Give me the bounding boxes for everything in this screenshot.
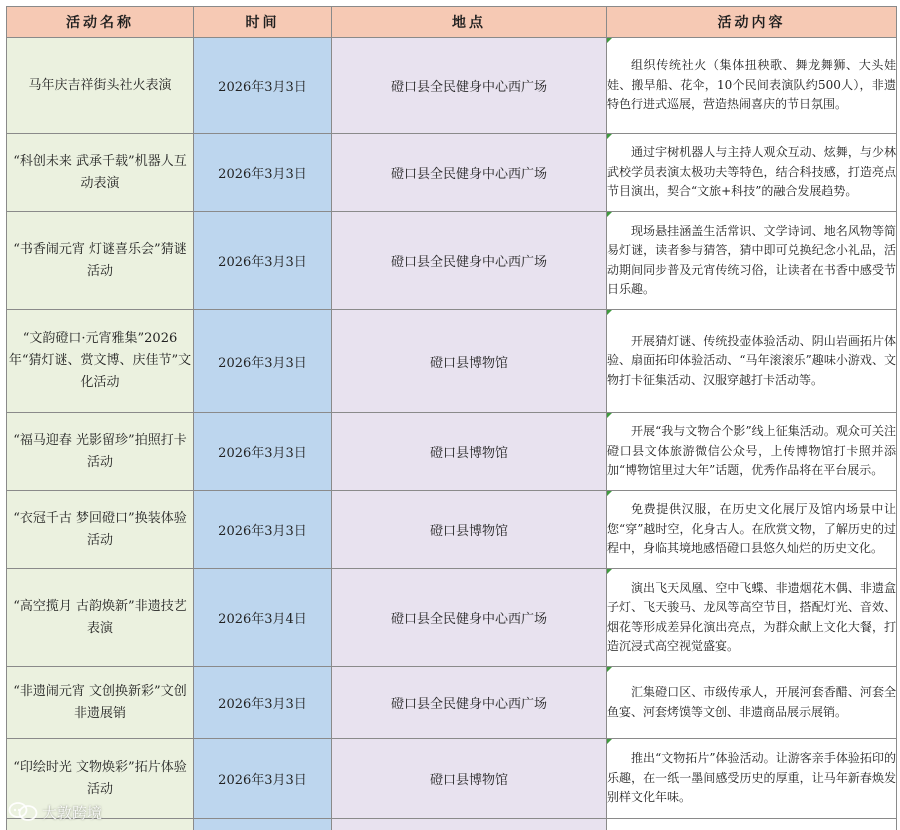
content-text: 演出飞天凤凰、空中飞蝶、非遗烟花木偶、非遗盒子灯、飞天骏马、龙凤等高空节目，搭配灯光、音效、烟花等形成差异化演出亮点，为群众献上文化大餐，打造沉浸式高空视觉盛宴。 <box>607 580 896 653</box>
content-text: 免费提供汉服，在历史文化展厅及馆内场景中让您“穿”越时空，化身古人。在欣赏文物，了解历史的过程中，身临其境地感悟磴口县悠久灿烂的历史文化。 <box>607 502 896 556</box>
table-row <box>7 569 897 667</box>
content-cell <box>607 819 897 830</box>
header-time: 时间 <box>194 7 332 38</box>
cell-corner-marker <box>607 134 612 139</box>
cell-corner-marker <box>607 413 612 418</box>
time-cell: 2026年3月3日 <box>194 38 332 134</box>
cell-corner-marker <box>607 38 612 43</box>
place-cell: 磴口县全民健身中心西广场 <box>332 667 607 739</box>
activity-name-cell: “科创未来 武承千载”机器人互动表演 <box>7 134 194 212</box>
table-row <box>7 819 897 830</box>
activity-name-cell: “福马迎春 光影留珍”拍照打卡活动 <box>7 413 194 491</box>
table-row <box>7 134 897 212</box>
content-cell <box>607 310 897 413</box>
place-cell: 磴口县全民健身中心西广场 <box>332 38 607 134</box>
watermark-text: 大敦跨境 <box>42 803 103 822</box>
time-cell: 2026年3月3日 <box>194 413 332 491</box>
activity-schedule-table <box>6 6 897 830</box>
time-cell <box>194 819 332 830</box>
activity-name-cell: “印绘时光 文物焕彩”拓片体验活动 <box>7 739 194 819</box>
content-text: 通过宇树机器人与主持人观众互动、炫舞，与少林武校学员表演太极功夫等特色，结合科技感，打造亮点节目演出，契合“文旅+科技”的融合发展趋势。 <box>607 145 896 199</box>
table-row <box>7 667 897 739</box>
header-row <box>7 7 897 38</box>
content-text: 现场悬挂涵盖生活常识、文学诗词、地名风物等简易灯谜，读者参与猜答，猜中即可兑换纪念小礼品，活动期间同步普及元宵传统习俗，让读者在书香中感受节日乐趣。 <box>607 223 896 296</box>
table-row <box>7 491 897 569</box>
content-text: 开展猜灯谜、传统投壶体验活动、阴山岩画拓片体验、扇面拓印体验活动、“马年滚滚乐”趣味小游戏、文物打卡征集活动、汉服穿越打卡活动等。 <box>607 333 896 387</box>
activity-name-cell: “衣冠千古 梦回磴口”换装体验活动 <box>7 491 194 569</box>
content-text: 开展“我与文物合个影”线上征集活动。观众可关注磴口县文体旅游微信公众号，上传博物馆打卡照并添加“博物馆里过大年”话题，优秀作品将在平台展示。 <box>607 424 896 478</box>
cell-corner-marker <box>607 212 612 217</box>
chat-bubble-logo-icon <box>8 801 38 823</box>
time-cell: 2026年3月3日 <box>194 310 332 413</box>
content-cell <box>607 739 897 819</box>
table-row <box>7 38 897 134</box>
place-cell <box>332 819 607 830</box>
activity-name-cell: “非遗闹元宵 文创换新彩”文创非遗展销 <box>7 667 194 739</box>
place-cell: 磴口县博物馆 <box>332 413 607 491</box>
content-cell <box>607 491 897 569</box>
time-cell: 2026年3月3日 <box>194 212 332 310</box>
cell-corner-marker <box>607 667 612 672</box>
cell-corner-marker <box>607 739 612 744</box>
content-text: 推出“文物拓片”体验活动。让游客亲手体验拓印的乐趣，在一纸一墨间感受历史的厚重，让马年新春焕发别样文化年味。 <box>607 751 896 805</box>
cell-corner-marker <box>607 310 612 315</box>
header-content: 活动内容 <box>607 7 897 38</box>
header-place: 地点 <box>332 7 607 38</box>
activity-name-cell: “文韵磴口·元宵雅集”2026年“猜灯谜、赏文博、庆佳节”文化活动 <box>7 310 194 413</box>
time-cell: 2026年3月4日 <box>194 569 332 667</box>
place-cell: 磴口县全民健身中心西广场 <box>332 569 607 667</box>
table-row <box>7 212 897 310</box>
place-cell: 磴口县全民健身中心西广场 <box>332 134 607 212</box>
place-cell: 磴口县博物馆 <box>332 310 607 413</box>
place-cell: 磴口县博物馆 <box>332 739 607 819</box>
time-cell: 2026年3月3日 <box>194 134 332 212</box>
time-cell: 2026年3月3日 <box>194 491 332 569</box>
time-cell: 2026年3月3日 <box>194 667 332 739</box>
table-row <box>7 739 897 819</box>
table-row <box>7 310 897 413</box>
place-cell: 磴口县博物馆 <box>332 491 607 569</box>
content-cell <box>607 569 897 667</box>
place-cell: 磴口县全民健身中心西广场 <box>332 212 607 310</box>
watermark <box>8 800 102 824</box>
cell-corner-marker <box>607 569 612 574</box>
content-cell <box>607 667 897 739</box>
content-text: 汇集磴口区、市级传承人，开展河套香醋、河套全鱼宴、河套烤馍等文创、非遗商品展示展销。 <box>607 685 896 719</box>
header-activity-name: 活动名称 <box>7 7 194 38</box>
activity-name-cell: 马年庆吉祥街头社火表演 <box>7 38 194 134</box>
activity-name-cell: “书香闹元宵 灯谜喜乐会”猜谜活动 <box>7 212 194 310</box>
content-cell <box>607 38 897 134</box>
table-row <box>7 413 897 491</box>
content-cell <box>607 413 897 491</box>
content-cell <box>607 134 897 212</box>
activity-name-cell: “高空揽月 古韵焕新”非遗技艺表演 <box>7 569 194 667</box>
content-text: 组织传统社火（集体扭秧歌、舞龙舞狮、大头娃娃、搬旱船、花伞，10个民间表演队约500人），非遗特色行进式巡展，营造热闹喜庆的节日氛围。 <box>607 58 896 112</box>
content-cell <box>607 212 897 310</box>
cell-corner-marker <box>607 491 612 496</box>
time-cell: 2026年3月3日 <box>194 739 332 819</box>
